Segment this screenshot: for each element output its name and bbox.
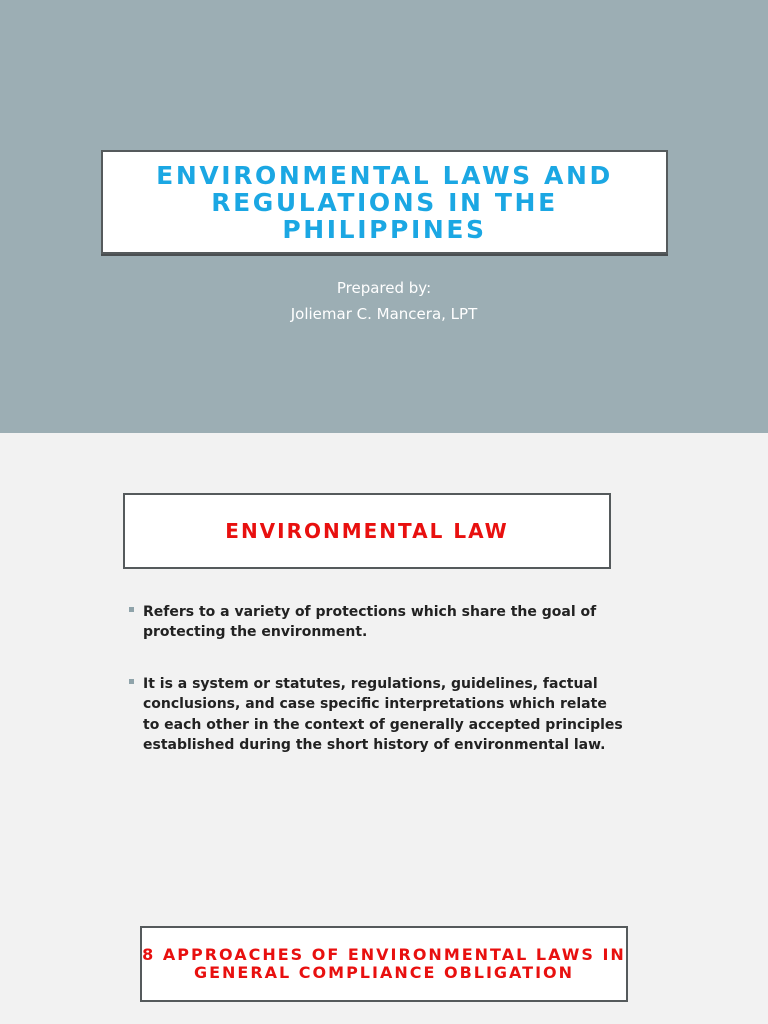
content-slide [0, 433, 768, 1024]
title-slide [0, 0, 768, 433]
section-heading: ENVIRONMENTAL LAW [225, 519, 509, 543]
title-box [101, 150, 668, 254]
prepared-by-label: Prepared by: [336, 279, 432, 297]
bullet-icon [129, 679, 134, 684]
bullet-icon [129, 607, 134, 612]
section-heading-box [123, 493, 611, 569]
bullet-list [127, 601, 627, 785]
presentation-title: ENVIRONMENTAL LAWS AND REGULATIONS IN THE PHILIPPINES [156, 160, 613, 244]
list-item [127, 601, 627, 642]
next-section-heading-box [140, 926, 628, 1002]
bullet-text: Refers to a variety of protections which share the goal of protecting the environment. [143, 604, 597, 641]
list-item [127, 673, 627, 755]
next-section-heading: 8 APPROACHES OF ENVIRONMENTAL LAWS IN GENERAL COMPLIANCE OBLIGATION [142, 945, 626, 982]
bullet-text: It is a system or statutes, regulations, guidelines, factual conclusions, and case specific interpretations which relate to each other in the context of generally accepted principles established during the short history of environmental law. [143, 675, 623, 754]
author-name: Joliemar C. Mancera, LPT [290, 305, 478, 323]
